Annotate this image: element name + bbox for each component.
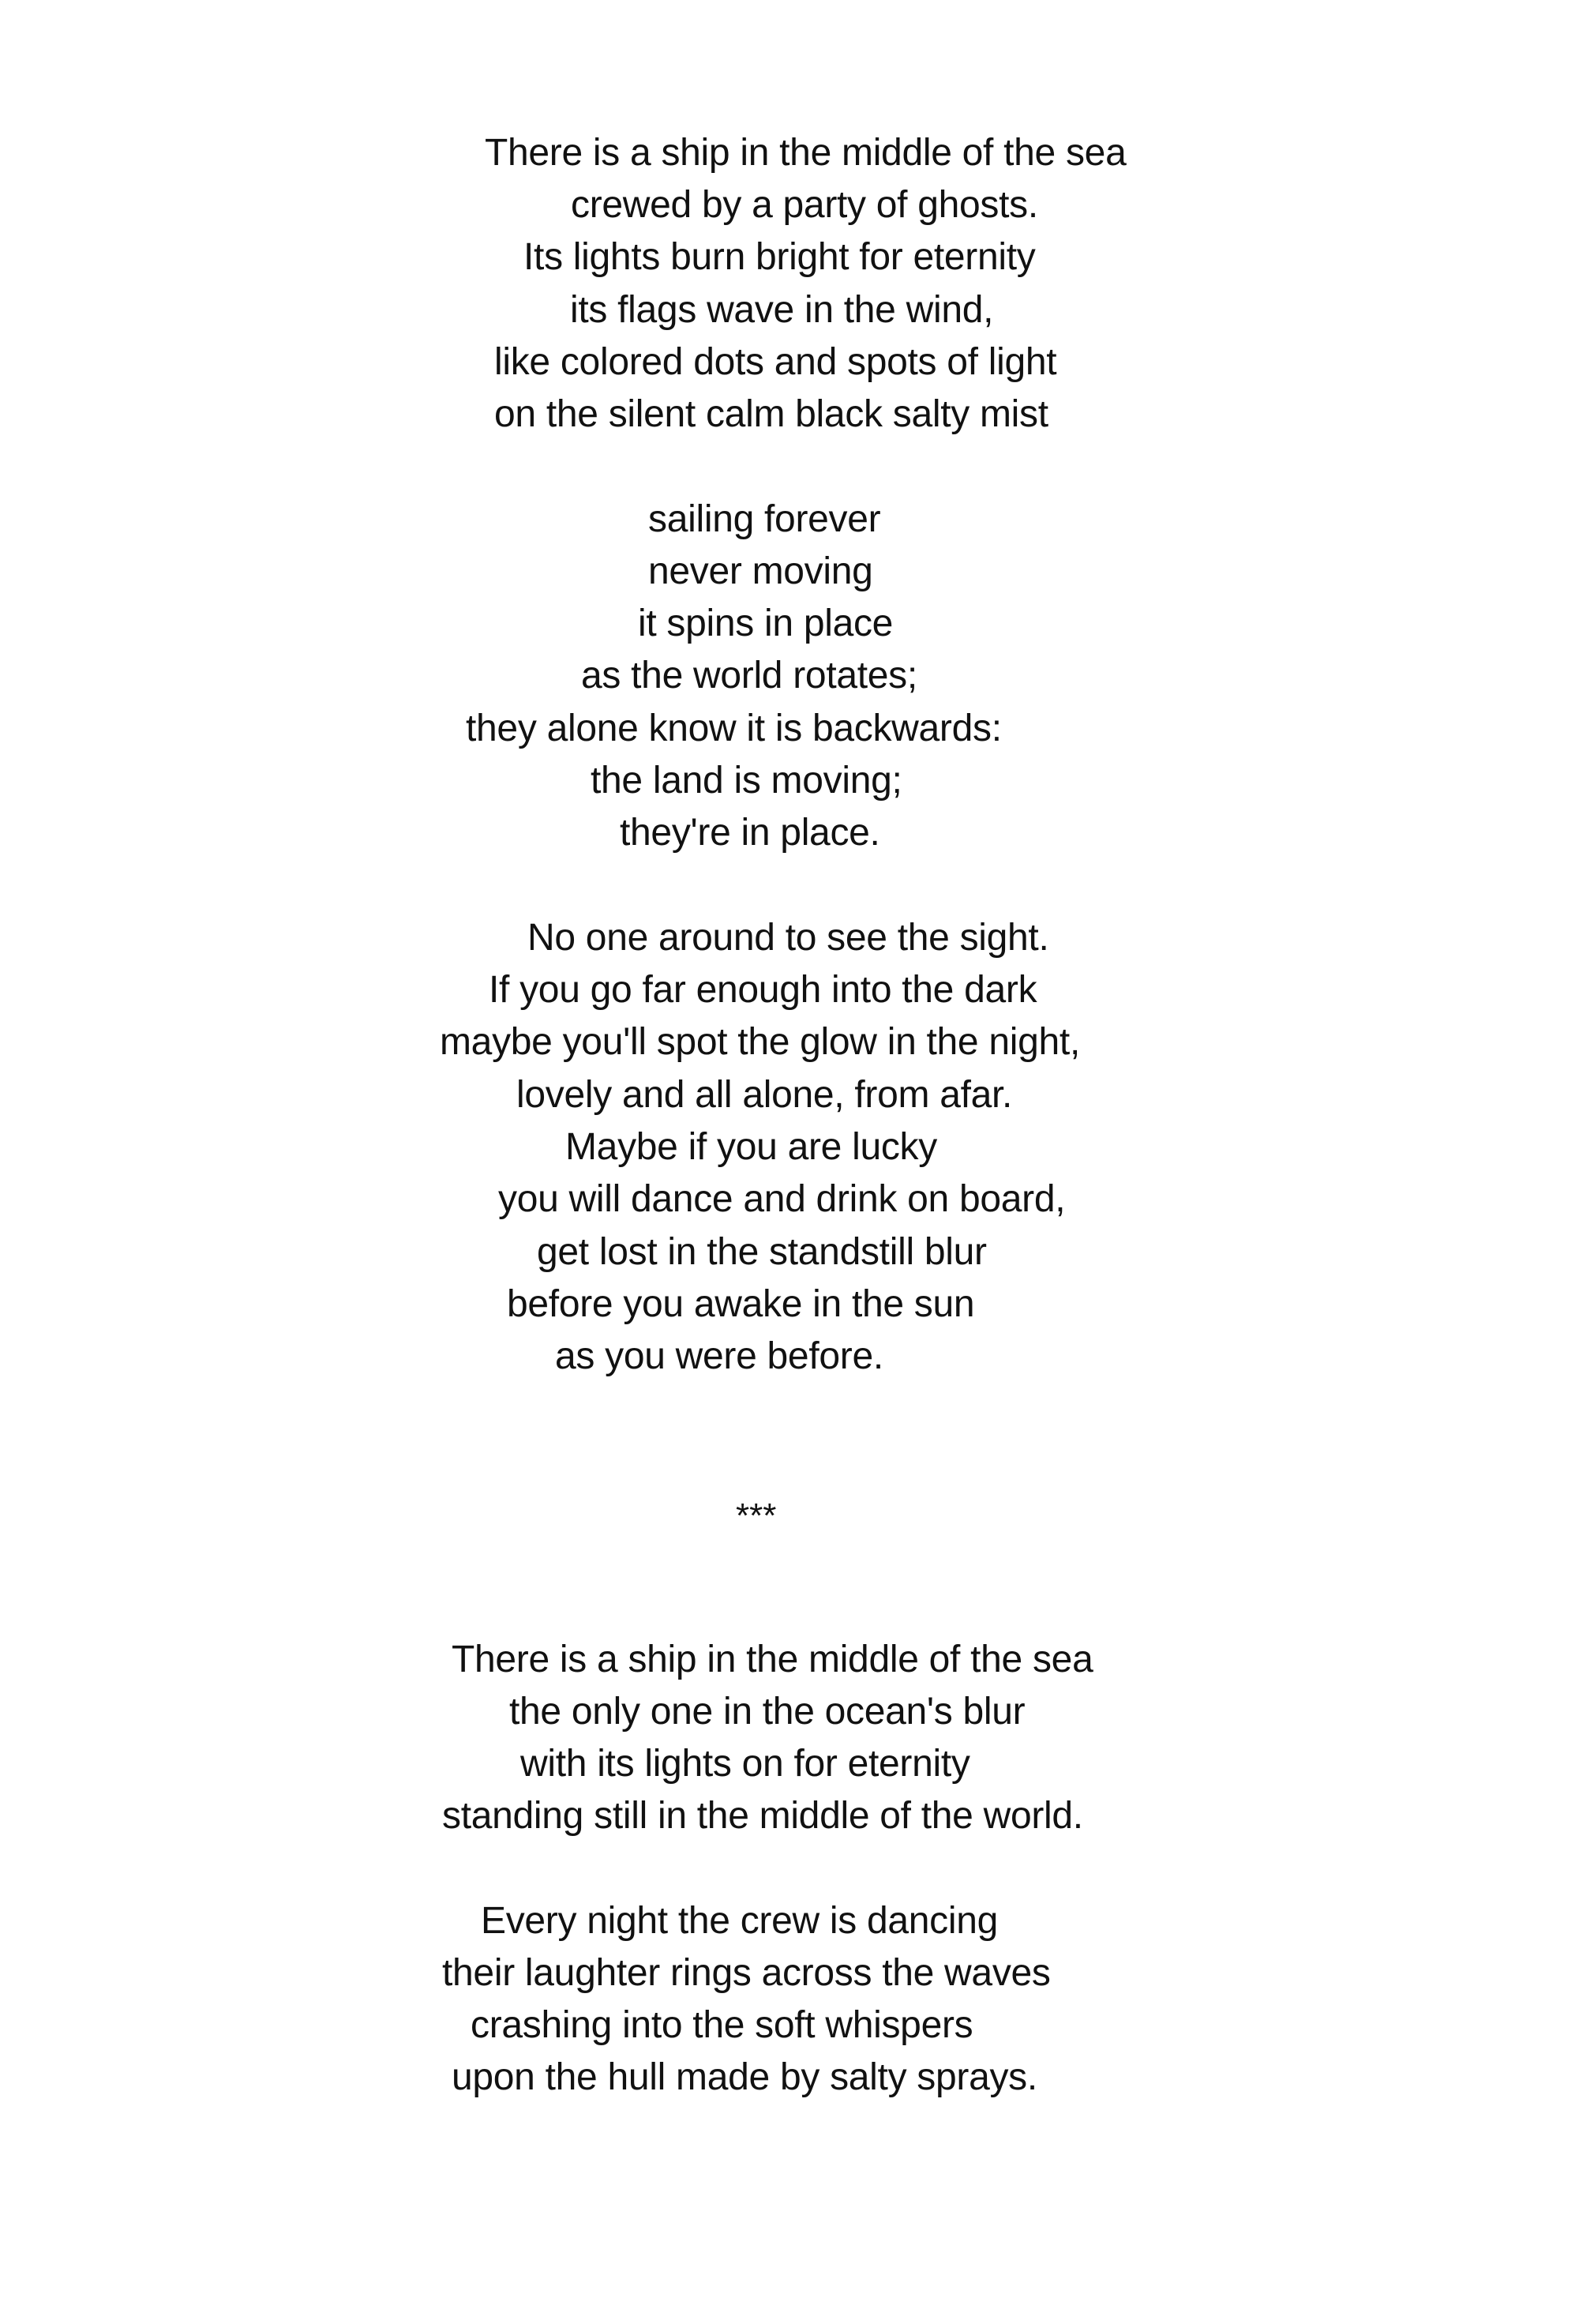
poem-line: If you go far enough into the dark <box>489 969 1037 1011</box>
poem-line: as the world rotates; <box>581 655 917 696</box>
poem-line: it spins in place <box>638 603 894 644</box>
poem-line: the land is moving; <box>591 760 902 802</box>
section-separator: *** <box>736 1496 777 1535</box>
poem-line: upon the hull made by salty sprays. <box>452 2056 1037 2098</box>
poem-line: they're in place. <box>620 812 880 854</box>
poem-line: There is a ship in the middle of the sea <box>485 132 1127 174</box>
poem-line: as you were before. <box>555 1335 883 1377</box>
poem-line: with its lights on for eternity <box>520 1743 970 1785</box>
poem-line: crashing into the soft whispers <box>471 2004 973 2046</box>
poem-line: lovely and all alone, from afar. <box>516 1074 1013 1116</box>
poem-line: never moving <box>648 550 873 592</box>
poem-line: the only one in the ocean's blur <box>509 1691 1026 1733</box>
poem-line: its flags wave in the wind, <box>570 289 994 331</box>
poem-line: their laughter rings across the waves <box>442 1952 1051 1994</box>
poem-line: maybe you'll spot the glow in the night, <box>440 1021 1080 1063</box>
poem-line: get lost in the standstill blur <box>537 1231 987 1273</box>
poem-line: they alone know it is backwards: <box>466 708 1002 749</box>
poem-line: like colored dots and spots of light <box>494 341 1057 383</box>
poem-line: No one around to see the sight. <box>527 917 1049 959</box>
poem-line: There is a ship in the middle of the sea <box>452 1639 1093 1680</box>
poem-line: sailing forever <box>648 498 881 540</box>
poem-line: Every night the crew is dancing <box>481 1900 999 1942</box>
poem-line: crewed by a party of ghosts. <box>571 184 1038 226</box>
poem-line: Its lights burn bright for eternity <box>523 236 1036 278</box>
poem-line: you will dance and drink on board, <box>498 1178 1066 1220</box>
poem-line: Maybe if you are lucky <box>565 1126 937 1168</box>
poem-line: on the silent calm black salty mist <box>494 393 1048 435</box>
poem-line: standing still in the middle of the world. <box>442 1795 1083 1837</box>
poem-line: before you awake in the sun <box>507 1283 975 1325</box>
